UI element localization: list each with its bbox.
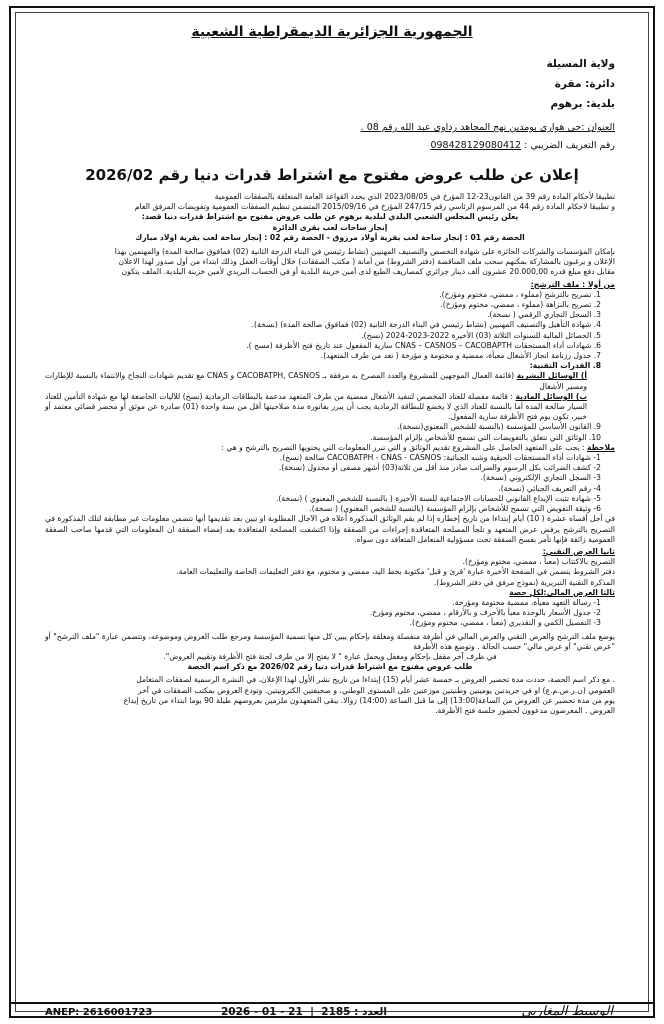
- list-item: التصريح بالاكتتاب (معبأ ، ممضي، مختوم ومؤرخ).: [462, 557, 615, 567]
- newspaper-name: الوسيط المغاربي: [521, 1004, 613, 1019]
- envelopes-text: يوضع ملف الترشح والعرض التقني والعرض المالي في أظرفة منفصلة ومغلقة بإحكام يبين كل منها تسمية المؤسسة ومرجع طلب العروض وموضوعه، وتتضمن عبارة "ملف الترشح" أو "عرض تقني" أو عرض مالي" حسب الحالة . وتوضع هذه الأظرفة: [45, 631, 615, 651]
- note-title: ملاحظة: [587, 442, 615, 452]
- list-item: 7. جدول رزنامة انجاز الأشغال معبأة، ممضية و مختومة و مؤرخة ( تعد من طرف المتعهد).: [320, 351, 601, 361]
- tech-material: [45, 392, 615, 423]
- list-item: 2- كشف الضرائب بكل الرسوم والضرائب صادر منذ أقل من ثلاثة(03) أشهر مصفى أو مجدول (نسخة).: [278, 463, 601, 473]
- note-deadline: في أجل أقصاه عشرة ( 10) أيام إبتداءا من تاريخ إخطاره إذا لم يقم الوثائق المذكورة أعلاه في الآجال المطلوبة او تبين بعد تقديمها أنها تتضمن معلومات غير مطابقة لتلك المذكورة في التصريح بالترشح يرفض عرض المتعهد و تلجأ المصلحة المتعاقدة إجراءات من الصفقة وإذا اكتشفت المصلحة المتعاقدة بعد إمضاء الصفقة ان المعلومات التي قدمها صاحب الصفقة العمومية زائفة فإنها تأمر بفسخ الصفقة تحت مسؤولية المتعامل المتعاقد دون سواه.: [45, 514, 615, 544]
- envelopes-text: في ظرف آخر مقفل بإحكام ومغفل ويحمل عبارة " لا يفتح إلا من طرف لجنة فتح الأظرفة وتقييم العروض".: [163, 651, 497, 661]
- list-item: 1- شهادات أداء المستحقات الحيقية وشبه الجبائية: CACOBATPH - CNAS - CASNOS صالحة (نسخ).: [279, 453, 601, 463]
- eligibility-line: مقابل دفع مبلغ قدره 20.000,00 عشرون ألف دينار جزائري كمصاريف الطبع لدى أمين خزينة البلدية أو في الحساب البريدي لأمين خزينة البلدية. الملف يتكون: [121, 267, 615, 277]
- issue-info: العدد : 2185 | 2026 - 01 - 21: [221, 1006, 387, 1018]
- republic-heading: الجمهورية الجزائرية الديمقراطية الشعبية: [191, 24, 473, 40]
- list-item: 3. السجل التجاري الرقمي ( نسخة).: [487, 310, 601, 320]
- issue-label: العدد :: [354, 1006, 387, 1018]
- financial-offer-title: ثالثا العرض المالي:لكل حصة: [509, 587, 615, 597]
- address-line: [361, 122, 615, 133]
- issue-date: 2026 - 01 - 21: [221, 1006, 303, 1018]
- announcement-page: [9, 6, 655, 1018]
- list-item: 1- رسالة التعهد معبأة، ممضية مختومة ومؤرخة.: [452, 597, 601, 607]
- daira-label: دائرة: مقرة: [554, 78, 615, 90]
- list-item: 1. تصريح بالترشح (مملوء ، ممضي، مختوم ومؤرخ).: [439, 289, 601, 299]
- wilaya-label: ولاية المسيلة: [546, 58, 615, 70]
- tech-human: [45, 371, 615, 391]
- list-item: دفتر الشروط يتضمن في الصفحة الأخيرة عبارة 'قرئ و قبل' مكتوبة بخط اليد، ممضي و مختوم، مع دفتر التعليمات الخاصة والتعليمات العامة.: [176, 567, 615, 577]
- list-item: 3- التفصيل الكمي و التقديري (معبأ ، ممضي، مختوم ومؤرخ).: [409, 618, 601, 628]
- list-item: 4- رقم التعريف الجبائي (نسخة).: [498, 483, 601, 493]
- project-subject: إنجاز ساحات لعب بقرى الدائرة: [272, 222, 388, 232]
- tax-id-value: 098428129080412: [430, 140, 522, 151]
- footer-bar: [11, 1002, 653, 1024]
- list-item: 4. شهادة التأهيل والتصنيف المهنيين (نشاط رئيسي في البناء الدرجة الثانية (02) فمافوق صالحة المدة) (نسخة).: [251, 320, 601, 330]
- commune-label: بلدية: برهوم: [550, 98, 615, 110]
- list-item: 2- جدول الأسعار بالوحدة معبأ بالأحرف و بالأرقام ، ممضي، مختوم ومؤرخ.: [369, 608, 601, 618]
- list-item: 3- السجل التجاري الإلكتروني (نسخة).: [480, 473, 601, 483]
- note-text: : يجب على المتعهد الحاصل على المشروع تقديم الوثائق و التي تبرر المعلومات التي يحتويها التصريح بالترشح و هي :: [221, 442, 585, 452]
- closing-line: العروض . المعرضون مدعوون لحضور جلسة فتح الأظرفة.: [435, 705, 615, 715]
- technical-offer-title: ثانيا العرض التقني:: [542, 546, 615, 556]
- eligibility-line: بإمكان المؤسسات والشركات الحائزة على شهادة التخصص والتصنيف المهنيين (نشاط رئيسي في البناء الدرجة الثانية (02) فمافوق صالحة المدة) والمهتمين بهذا: [114, 247, 615, 257]
- list-item: 8. القدرات التقنية:: [529, 361, 601, 371]
- eligibility-line: الإعلان و يرغبون بالمشاركة بمكنهم سحب ملف المناقصة (دفتر الشروط) من أمانة ( مكتب الصفقات) خلال أوقات العمل وذلك ابتداء من أول صدور لهذا الاعلان: [118, 257, 615, 267]
- address-text: العنوان :حي هواري بومدين نهج المجاهد رداوي عبد الله رقم 08 .: [360, 122, 615, 133]
- list-item: 6. شهادات أداء المستحقات CNAS – CASNOS – CACOBAPTH سارية المفعول عند تاريخ فتح الأظرفة (مسح ).: [246, 340, 601, 350]
- issue-number: 2185: [321, 1006, 351, 1018]
- intro-line: يعلن رئيس المجلس الشعبي البلدي لبلدية برهوم عن طلب عروض مفتوح مع اشتراط قدرات دنيا قصد:: [141, 212, 519, 222]
- list-item: 10. الوثائق التي تتعلق بالتفويضات التي تسمح للأشخاص بإلزام المؤسسة.: [370, 432, 601, 442]
- list-item: 6- وثيقة التفويض التي تسمح للأشخاص بإلزام المؤسسة (بالنسبة للشخص المعنوي) ( نسخة).: [309, 504, 601, 514]
- tax-id-label: رقم التعريف الضريبي :: [524, 140, 615, 151]
- closing-line: يوم من مدة تحضير عن العروض من الساعة(13:00) إلى ما قبل الساعة (14:00) زوالا. يبقى المتعهدون ملزمين بعروضهم طيلة 90 يوما ابتداء من تاريخ إيداع: [123, 695, 615, 705]
- announcement-title: إعلان عن طلب عروض مفتوح مع اشتراط قدرات دنيا رقم 2026/02: [85, 166, 579, 184]
- announcement-body: [45, 192, 615, 716]
- candidature-title: من أولا : ملف الترشح:: [530, 279, 615, 289]
- anep-number: ANEP: 2616001723: [45, 1007, 153, 1018]
- intro-line: و تطبيقا لاحكام المادة رقم 44 من المرسوم الرئاسي رقم 247/15 المؤرخ في 2015/09/16 المتضمن تنظيم الصفقات العمومية وتفويضات المرفق العام: [134, 202, 615, 212]
- list-item: المذكرة التقنية التبريرية (نموذج مرفق في دفتر الشروط).: [433, 577, 615, 587]
- closing-line: العمومي (ن.ر.ص.م.ع) او في جريدتين يوميتين وطنيتين موزعتين على المستوى الوطني. و صحيفتين الكترونيتين. وتودع العروض بمكتب الصفقات في آخر: [137, 685, 615, 695]
- list-item: 9. القانون الأساسي للمؤسسة (بالنسبة للشخص المعنوي(نسخة).: [397, 422, 601, 432]
- list-item: 5. الحصائل المالية للسنوات الثلاثة (03) الأخيرة 2022-2023-2024 (نسخ).: [361, 330, 601, 340]
- tech-human-text: (قائمة العمال الموجهين للمشروع والعدد المصرح به مرفقة بـ CACOBATPH, CASNOS و CNAS مع تقديم شهادات النجاح والانتماء بالنسبة للإطارات ومسير الأشغال: [45, 371, 587, 391]
- intro-line: تطبيقا لأحكام المادة رقم 39 من القانون23-12 المؤرخ في 2023/08/05 الذي يحدد القواعد العامة المتعلقة بالصفقات العمومية: [214, 192, 615, 201]
- list-item: 5- شهادة تثبت الإيداع القانوني للحسابات الاجتماعية للسنة الأخيرة ( بالنسبة للشخص المعنوي ) (نسخة).: [275, 493, 601, 503]
- tech-material-title: ب) الوسائل المادية: [515, 391, 587, 401]
- tech-material-text: : قائمة مفصلة للعتاد المخصص لتنفيذ الأشغال ممضية من طرف المتعهد مدعمة بالبطاقات الرمادية (نسخ) للآليات الخاضعة لها مع شهادة التأمين للعتاد السيار صالحة المدة أما بالنسبة للعتاد الذي لا يخضع للبطاقة الرمادية يجب أن يبرر بفاتورة مدة صلاحيتها أقل من سنة واحدة (01) صادرة عن موثق أو محضر قضائي معتمد أو خبير، تكون يوم فتح الأظرفة سارية المفعول.: [45, 391, 587, 422]
- tax-id-line: [430, 140, 615, 151]
- lots-line: الحصة رقم 01 : إنجاز ساحة لعب بقرية أولاد مرزوق - الحصة رقم 02 : إنجاز ساحة لعب بقرية اولاد مبارك: [135, 232, 525, 242]
- list-item: 2. تصريح بالنزاهة (مملوء ، ممضي، مختوم ومؤرخ).: [440, 300, 601, 310]
- closing-line: . مع ذكر اسم الحصة، حددت مدة تحضير العروض بـ خمسة عشر أيام (15) إبتداءا من تاريخ نشر الأول لهذا الإعلان، في النشرة الرسمية لصفقات المتعامل: [136, 675, 615, 685]
- tech-human-title: أ) الوسائل البشرية: [516, 371, 587, 381]
- note: [45, 443, 615, 453]
- envelope-label: طلب عروض مفتوح مع اشتراط قدرات دنيا رقم 2026/02 مع ذكر اسم الحصة: [187, 662, 473, 672]
